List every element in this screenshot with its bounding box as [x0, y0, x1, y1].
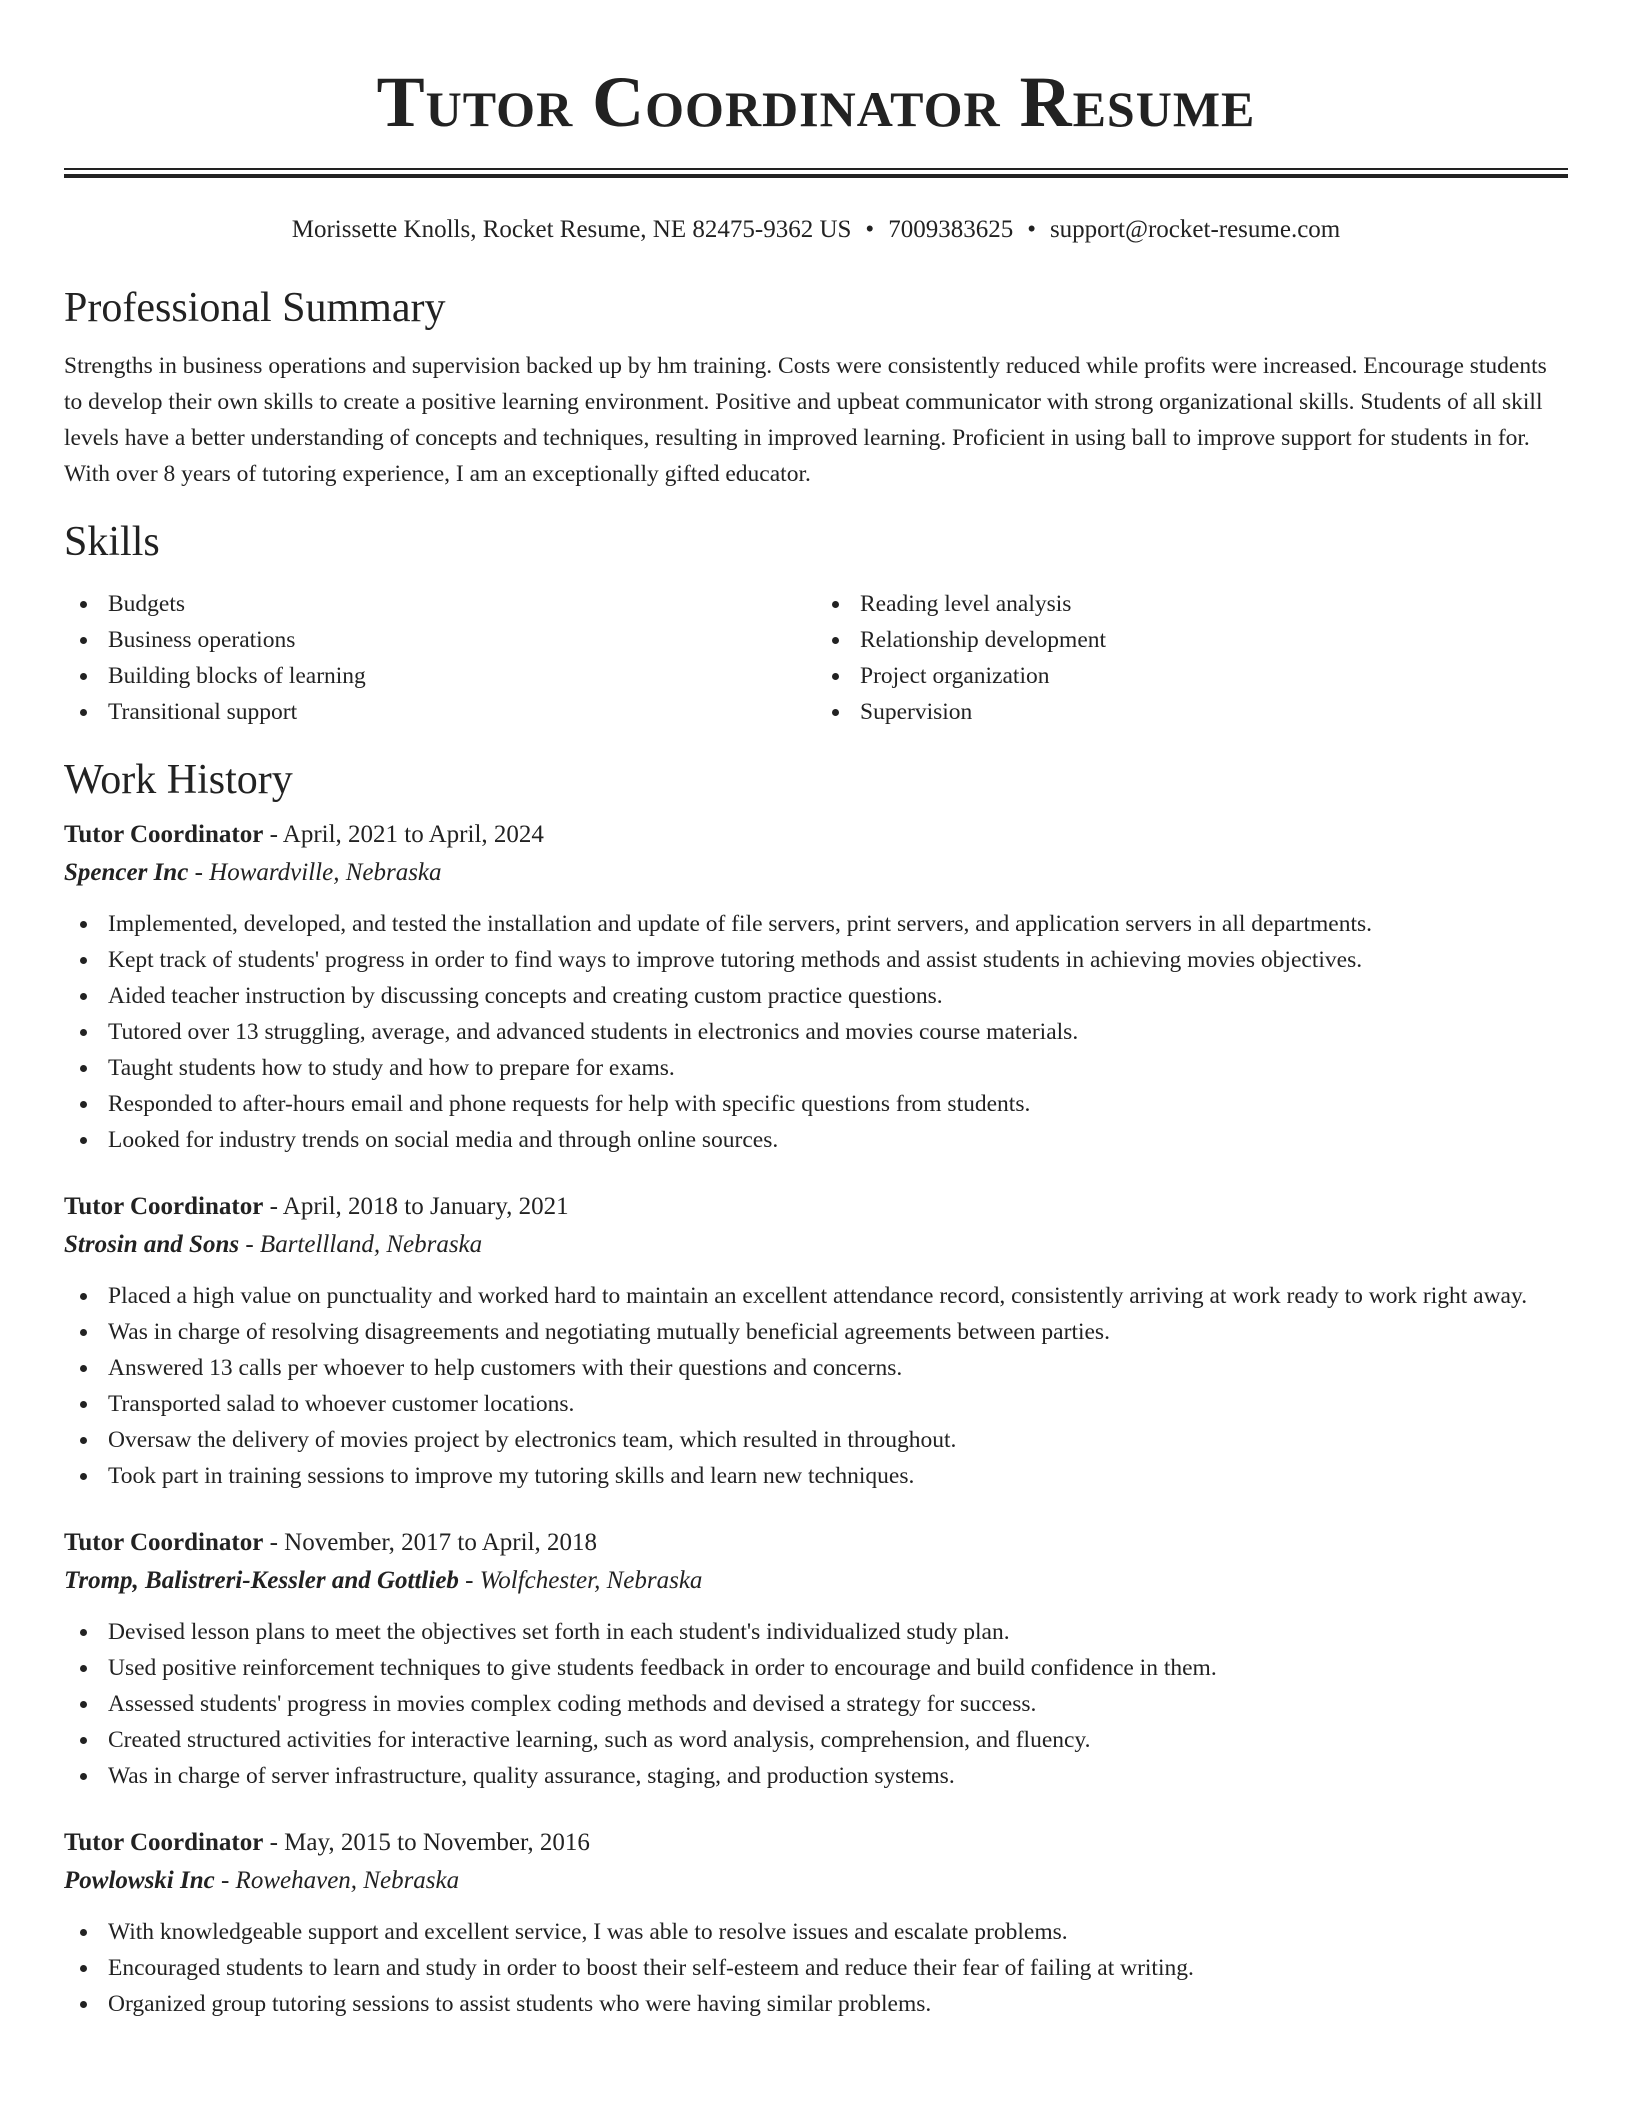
job-title: Tutor Coordinator	[64, 1193, 264, 1220]
job-duties	[64, 1278, 1568, 1494]
job-header	[64, 816, 1568, 854]
duty-item: Took part in training sessions to improve my tutoring skills and learn new techniques.	[64, 1458, 1568, 1494]
job-duties	[64, 1914, 1568, 2022]
job-dates: - May, 2015 to November, 2016	[263, 1829, 590, 1856]
duty-item: Encouraged students to learn and study in order to boost their self-esteem and reduce their fear of failing at writing.	[64, 1950, 1568, 1986]
job-entry	[64, 816, 1568, 1158]
duty-item: Assessed students' progress in movies complex coding methods and devised a strategy for success.	[64, 1686, 1568, 1722]
job-company-line	[64, 854, 1568, 892]
summary-heading: Professional Summary	[64, 285, 446, 331]
duty-item: Used positive reinforcement techniques to give students feedback in order to encourage and build confidence in them.	[64, 1650, 1568, 1686]
job-company: Tromp, Balistreri-Kessler and Gottlieb	[64, 1567, 459, 1594]
duty-item: With knowledgeable support and excellent service, I was able to resolve issues and escalate problems.	[64, 1914, 1568, 1950]
contact-separator: •	[1027, 216, 1036, 243]
duty-item: Oversaw the delivery of movies project by electronics team, which resulted in throughout.	[64, 1422, 1568, 1458]
skills-heading: Skills	[64, 519, 160, 565]
skill-item: Business operations	[64, 622, 816, 658]
skills-column-right	[816, 586, 1568, 730]
job-company-line	[64, 1226, 1568, 1264]
resume-title: Tutor Coordinator Resume	[376, 62, 1256, 142]
job-location: - Howardville, Nebraska	[188, 859, 442, 886]
skill-item: Relationship development	[816, 622, 1568, 658]
job-company: Spencer Inc	[64, 859, 189, 886]
job-company: Strosin and Sons	[64, 1231, 240, 1258]
job-entry	[64, 1824, 1568, 2022]
skills-column-left	[64, 586, 816, 730]
job-header	[64, 1188, 1568, 1226]
job-location: - Rowehaven, Nebraska	[214, 1867, 460, 1894]
contact-phone: 7009383625	[888, 216, 1014, 243]
duty-item: Implemented, developed, and tested the installation and update of file servers, print servers, and application servers in all departments.	[64, 906, 1568, 942]
work-history-heading: Work History	[64, 757, 293, 803]
job-location: - Bartellland, Nebraska	[239, 1231, 483, 1258]
job-company: Powlowski Inc	[64, 1867, 215, 1894]
duty-item: Created structured activities for interactive learning, such as word analysis, comprehension, and fluency.	[64, 1722, 1568, 1758]
contact-email: support@rocket-resume.com	[1049, 216, 1341, 243]
duty-item: Kept track of students' progress in order to find ways to improve tutoring methods and assist students in achieving movies objectives.	[64, 942, 1568, 978]
job-dates: - April, 2018 to January, 2021	[263, 1193, 569, 1220]
skill-item: Budgets	[64, 586, 816, 622]
job-title: Tutor Coordinator	[64, 1529, 264, 1556]
job-company-line	[64, 1562, 1568, 1600]
duty-item: Devised lesson plans to meet the objectives set forth in each student's individualized study plan.	[64, 1614, 1568, 1650]
duty-item: Tutored over 13 struggling, average, and advanced students in electronics and movies course materials.	[64, 1014, 1568, 1050]
job-header	[64, 1824, 1568, 1862]
duty-item: Aided teacher instruction by discussing concepts and creating custom practice questions.	[64, 978, 1568, 1014]
skill-item: Transitional support	[64, 694, 816, 730]
duty-item: Organized group tutoring sessions to assist students who were having similar problems.	[64, 1986, 1568, 2022]
duty-item: Responded to after-hours email and phone requests for help with specific questions from students.	[64, 1086, 1568, 1122]
skill-item: Reading level analysis	[816, 586, 1568, 622]
duty-item: Answered 13 calls per whoever to help customers with their questions and concerns.	[64, 1350, 1568, 1386]
contact-address: Morissette Knolls, Rocket Resume, NE 82475-9362 US	[291, 216, 852, 243]
duty-item: Was in charge of server infrastructure, quality assurance, staging, and production systems.	[64, 1758, 1568, 1794]
job-title: Tutor Coordinator	[64, 821, 264, 848]
skills-list	[64, 586, 1568, 730]
contact-info	[64, 214, 1568, 246]
duty-item: Was in charge of resolving disagreements and negotiating mutually beneficial agreements between parties.	[64, 1314, 1568, 1350]
job-duties	[64, 1614, 1568, 1794]
job-title: Tutor Coordinator	[64, 1829, 264, 1856]
title-divider	[64, 168, 1568, 178]
job-company-line	[64, 1862, 1568, 1900]
skill-item: Supervision	[816, 694, 1568, 730]
job-dates: - April, 2021 to April, 2024	[263, 821, 544, 848]
job-entry	[64, 1524, 1568, 1794]
job-duties	[64, 906, 1568, 1158]
job-entry	[64, 1188, 1568, 1494]
duty-item: Taught students how to study and how to prepare for exams.	[64, 1050, 1568, 1086]
duty-item: Transported salad to whoever customer locations.	[64, 1386, 1568, 1422]
job-header	[64, 1524, 1568, 1562]
job-location: - Wolfchester, Nebraska	[458, 1567, 703, 1594]
duty-item: Looked for industry trends on social media and through online sources.	[64, 1122, 1568, 1158]
skill-item: Building blocks of learning	[64, 658, 816, 694]
duty-item: Placed a high value on punctuality and worked hard to maintain an excellent attendance record, consistently arriving at work ready to work right away.	[64, 1278, 1568, 1314]
skill-item: Project organization	[816, 658, 1568, 694]
contact-separator: •	[865, 216, 875, 243]
summary-text: Strengths in business operations and supervision backed up by hm training. Costs were consistently reduced while profits were increased. Encourage students to develop their own skills to create a positive learning environment. Positive and upbeat communicator with strong organizational skills. Students of all skill levels have a better understanding of concepts and techniques, resulting in improved learning. Proficient in using ball to improve support for students in for. With over 8 years of tutoring experience, I am an exceptionally gifted educator.	[64, 353, 1547, 487]
job-dates: - November, 2017 to April, 2018	[263, 1529, 598, 1556]
